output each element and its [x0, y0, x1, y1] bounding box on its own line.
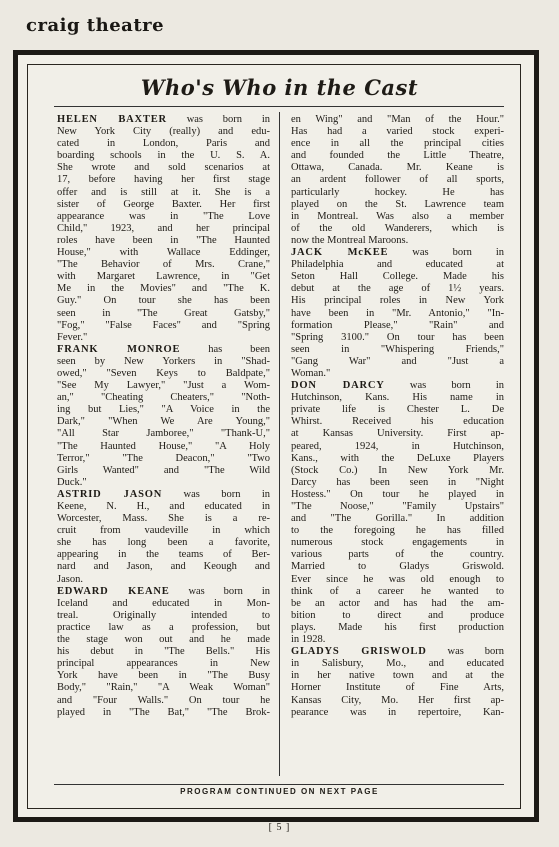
bio-text: numerous stock engagements in: [291, 537, 504, 549]
text-line: [57, 295, 270, 307]
bio-text: in Salisbury, Mo., and educated: [291, 658, 504, 670]
text-line: [291, 477, 504, 489]
text-line: [291, 392, 504, 404]
text-line: [291, 465, 504, 477]
text-line: [57, 416, 270, 428]
text-line: [57, 380, 270, 392]
text-line: [57, 259, 270, 271]
text-line: [57, 477, 270, 489]
bio-text: "The Noose," "Family Upstairs": [291, 501, 504, 512]
text-line: [291, 561, 504, 573]
bio-text: peared, 1924, in Hutchinson,: [291, 440, 504, 452]
text-line: [57, 332, 270, 344]
text-line: [291, 344, 504, 356]
bio-text: Keene, N. H., and educated in: [57, 501, 270, 512]
bio-text: seen in "The Great Gatsby,": [57, 307, 270, 319]
bio-text: roles have been in "The Haunted: [57, 234, 270, 246]
text-line: [57, 368, 270, 380]
cast-member-name: GLADYS GRISWOLD: [291, 646, 427, 658]
text-line: [291, 162, 504, 174]
text-line: [57, 525, 270, 537]
text-line: [57, 211, 270, 223]
bio-text: was born in: [384, 380, 504, 392]
text-line: [291, 622, 504, 634]
page-title: Who's Who in the Cast: [140, 75, 419, 100]
text-line: [291, 259, 504, 271]
text-line: [57, 308, 270, 320]
bio-text: Me in the Movies" and "The K.: [57, 283, 270, 295]
text-line: [291, 271, 504, 283]
text-line: [291, 525, 504, 537]
bio-text: Ever since he was old enough to: [291, 573, 504, 585]
bio-text: Terror," "The Deacon," "Two: [57, 452, 270, 464]
bio-text: now the Montreal Maroons.: [291, 234, 409, 246]
text-line: [291, 441, 504, 453]
bio-text: was born: [426, 646, 504, 658]
cast-member-name: EDWARD KEANE: [57, 585, 170, 597]
bio-text: practice law as a profession, but: [57, 621, 270, 633]
text-line: [291, 646, 504, 658]
bio-text: have been in "Mr. Antonio," "In-: [291, 307, 504, 319]
bio-text: treal. Originally intended to: [57, 609, 270, 621]
text-line: [291, 598, 504, 610]
text-line: [291, 368, 504, 380]
bio-text: Woman.": [291, 367, 331, 379]
text-line: [57, 150, 270, 162]
text-line: [291, 634, 504, 646]
text-line: [57, 682, 270, 694]
bio-text: particularly hockey. He has: [291, 186, 504, 198]
text-line: [57, 428, 270, 440]
bio-text: appearance was in "The Love: [57, 210, 270, 222]
text-line: [291, 283, 504, 295]
text-line: [57, 392, 270, 404]
page-number: [ 5 ]: [268, 822, 291, 833]
bio-text: was born in: [388, 247, 504, 259]
text-line: [57, 513, 270, 525]
text-line: [57, 670, 270, 682]
bio-text: Has had a varied stock experi-: [291, 126, 504, 138]
text-line: [291, 199, 504, 211]
bio-text: was born in: [162, 488, 270, 500]
bio-text: has been: [180, 343, 270, 355]
bio-text: Hostess." On tour he played in: [291, 488, 504, 500]
bio-text: plays. Made his first production: [291, 621, 504, 633]
bio-text: with Margaret Lawrence, in "Get: [57, 271, 270, 283]
text-line: [291, 416, 504, 428]
bio-text: formation Please," "Rain" and: [291, 319, 504, 331]
text-line: [57, 598, 270, 610]
footer-rule: [54, 784, 504, 785]
bio-text: and founded the Little Theatre,: [291, 150, 504, 162]
text-line: [291, 404, 504, 416]
right-column: [291, 114, 504, 779]
bio-text: 17, before having her first stage: [57, 174, 270, 186]
bio-text: New York City (really) and edu-: [57, 126, 270, 138]
bio-text: debut at the age of 1½ years.: [291, 283, 504, 295]
bio-text: Body," "Rain," "A Weak Woman": [57, 682, 270, 694]
bio-text: principal appearances in New: [57, 658, 270, 670]
text-line: [57, 537, 270, 549]
text-line: [291, 707, 504, 719]
bio-text: Duck.": [57, 476, 87, 488]
text-line: [291, 586, 504, 598]
cast-member-name: ASTRID JASON: [57, 488, 163, 500]
bio-text: was born in: [169, 585, 270, 597]
text-line: [291, 308, 504, 320]
text-line: [57, 549, 270, 561]
column-divider: [279, 112, 280, 776]
text-line: [57, 114, 270, 126]
bio-text: Philadelphia and educated at: [291, 259, 504, 271]
theatre-name-header: craig theatre: [26, 15, 165, 36]
bio-text: Fever.": [57, 331, 88, 343]
left-column: [57, 114, 270, 779]
cast-member-name: HELEN BAXTER: [57, 114, 167, 125]
bio-text: and "The Gorilla." In addition: [291, 513, 504, 525]
text-line: [57, 271, 270, 283]
bio-text: Hutchinson, Kans. His name in: [291, 392, 504, 404]
text-line: [291, 380, 504, 392]
text-line: [57, 320, 270, 332]
bio-text: Guy." On tour she has been: [57, 295, 270, 307]
text-line: [291, 235, 504, 247]
bio-text: pearance was in repertoire, Kan-: [291, 706, 504, 718]
text-line: [291, 610, 504, 622]
bio-text: "Gang War" and "Just a: [291, 355, 504, 367]
bio-text: York have been in "The Busy: [57, 670, 270, 682]
text-line: [291, 537, 504, 549]
bio-text: private life is Chester L. De: [291, 404, 504, 416]
bio-text: seen in "Whispering Friends,": [291, 343, 504, 355]
bio-text: cated in London, Paris and: [57, 138, 270, 150]
title-rule: [54, 106, 504, 107]
text-line: [291, 320, 504, 332]
text-line: [291, 695, 504, 707]
text-line: [57, 235, 270, 247]
text-line: [57, 199, 270, 211]
bio-text: ing but Lies," "A Voice in the: [57, 404, 270, 416]
text-line: [291, 295, 504, 307]
text-line: [57, 344, 270, 356]
bio-text: ence in all the principal cities: [291, 138, 504, 150]
text-line: [57, 283, 270, 295]
bio-text: She wrote and sold scenarios at: [57, 162, 270, 174]
text-line: [57, 404, 270, 416]
bio-text: at Kansas University. First ap-: [291, 428, 504, 440]
bio-text: in 1928.: [291, 634, 326, 646]
text-line: [291, 453, 504, 465]
bio-text: boarding schools in the U. S. A.: [57, 150, 270, 162]
bio-text: in Montreal. Was also a member: [291, 210, 504, 222]
text-line: [291, 247, 504, 259]
bio-text: "Spring 3100." On tour has been: [291, 331, 504, 343]
bio-text: Kansas City, Mo. Her first ap-: [291, 694, 504, 706]
bio-text: bition to direct and produce: [291, 609, 504, 621]
text-line: [291, 126, 504, 138]
text-line: [57, 162, 270, 174]
text-line: [291, 223, 504, 235]
bio-text: of the old Wanderers, which is: [291, 222, 504, 234]
text-line: [291, 428, 504, 440]
bio-text: sister of George Baxter. Her first: [57, 198, 270, 210]
text-line: [291, 682, 504, 694]
text-line: [57, 586, 270, 598]
bio-text: was born in: [166, 114, 270, 125]
bio-text: "All Star Jamboree," "Thank-U,": [57, 428, 270, 440]
bio-text: Married to Gladys Griswold.: [291, 561, 504, 573]
text-line: [291, 356, 504, 368]
text-line: [57, 489, 270, 501]
bio-text: His principal roles in New York: [291, 295, 504, 307]
bio-text: cruit from vaudeville in which: [57, 525, 270, 537]
bio-text: "See My Lawyer," "Just a Wom-: [57, 380, 270, 392]
text-line: [291, 513, 504, 525]
text-line: [57, 465, 270, 477]
bio-text: be an actor and has had the am-: [291, 597, 504, 609]
bio-text: offer and is still at it. She is a: [57, 186, 270, 198]
text-line: [57, 247, 270, 259]
text-line: [57, 501, 270, 513]
bio-text: the stage won out and he made: [57, 634, 270, 646]
bio-text: en Wing" and "Man of the Hour.": [291, 114, 504, 125]
text-line: [57, 126, 270, 138]
bio-text: Whirst. Received his education: [291, 416, 504, 428]
bio-text: played on the St. Lawrence team: [291, 198, 504, 210]
text-line: [57, 610, 270, 622]
bio-text: Child," 1923, and her principal: [57, 222, 270, 234]
text-line: [57, 138, 270, 150]
text-line: [291, 332, 504, 344]
bio-text: "The Behavior of Mrs. Crane,": [57, 259, 270, 271]
text-line: [57, 646, 270, 658]
bio-text: she has long been a favorite,: [57, 537, 270, 549]
bio-text: Jason.: [57, 573, 83, 585]
bio-text: nard and Jason, and Keough and: [57, 561, 270, 573]
bio-text: owed," "Seven Keys to Baldpate,": [57, 367, 270, 379]
bio-text: Worcester, Mass. She is a re-: [57, 513, 270, 525]
bio-text: Iceland and educated in Mon-: [57, 597, 270, 609]
bio-text: "The Haunted House," "A Holy: [57, 440, 270, 452]
text-line: [291, 574, 504, 586]
text-line: [57, 356, 270, 368]
bio-text: and "Four Walls." On tour he: [57, 694, 270, 706]
text-line: [57, 561, 270, 573]
text-line: [57, 187, 270, 199]
bio-text: Girls Wanted" and "The Wild: [57, 464, 270, 476]
bio-text: Ottawa, Canada. Mr. Keane is: [291, 162, 504, 174]
bio-text: Kans., with the DeLuxe Players: [291, 452, 504, 464]
bio-text: in her native town and at the: [291, 670, 504, 682]
cast-member-name: FRANK MONROE: [57, 343, 181, 355]
text-line: [291, 150, 504, 162]
text-line: [57, 574, 270, 586]
bio-text: House," with Wallace Eddinger,: [57, 247, 270, 259]
bio-text: think of a career he wanted to: [291, 585, 504, 597]
bio-text: seen by New Yorkers in "Shad-: [57, 355, 270, 367]
text-line: [291, 489, 504, 501]
bio-text: Seton Hall College. Made his: [291, 271, 504, 283]
bio-text: Darcy has been seen in "Night: [291, 476, 504, 488]
cast-member-name: JACK McKEE: [291, 247, 389, 259]
text-line: [57, 634, 270, 646]
text-line: [57, 658, 270, 670]
text-line: [57, 695, 270, 707]
text-line: [291, 114, 504, 126]
text-line: [291, 174, 504, 186]
text-line: [291, 138, 504, 150]
text-line: [57, 622, 270, 634]
bio-text: various parts of the country.: [291, 549, 504, 561]
text-line: [291, 658, 504, 670]
bio-text: an ardent follower of all sports,: [291, 174, 504, 186]
text-line: [57, 223, 270, 235]
text-line: [291, 187, 504, 199]
bio-text: appearing in the teams of Ber-: [57, 549, 270, 561]
text-line: [57, 453, 270, 465]
bio-text: (Stock Co.) In New York Mr.: [291, 464, 504, 476]
text-line: [291, 211, 504, 223]
bio-text: to the foregoing he has filled: [291, 525, 504, 537]
bio-text: an," "Cheating Cheaters," "Noth-: [57, 392, 270, 404]
text-line: [57, 707, 270, 719]
bio-text: his debut in "The Bells." His: [57, 646, 270, 658]
text-line: [291, 670, 504, 682]
text-line: [57, 441, 270, 453]
bio-text: Horner Institute of Fine Arts,: [291, 682, 504, 694]
text-line: [57, 174, 270, 186]
bio-text: played in "The Bat," "The Brok-: [57, 706, 270, 718]
text-line: [291, 549, 504, 561]
bio-text: Dark," "When We Are Young,": [57, 416, 270, 428]
program-continued-note: PROGRAM CONTINUED ON NEXT PAGE: [180, 787, 379, 796]
text-line: [291, 501, 504, 513]
bio-text: "Fog," "False Faces" and "Spring: [57, 319, 270, 331]
cast-member-name: DON DARCY: [291, 380, 385, 392]
